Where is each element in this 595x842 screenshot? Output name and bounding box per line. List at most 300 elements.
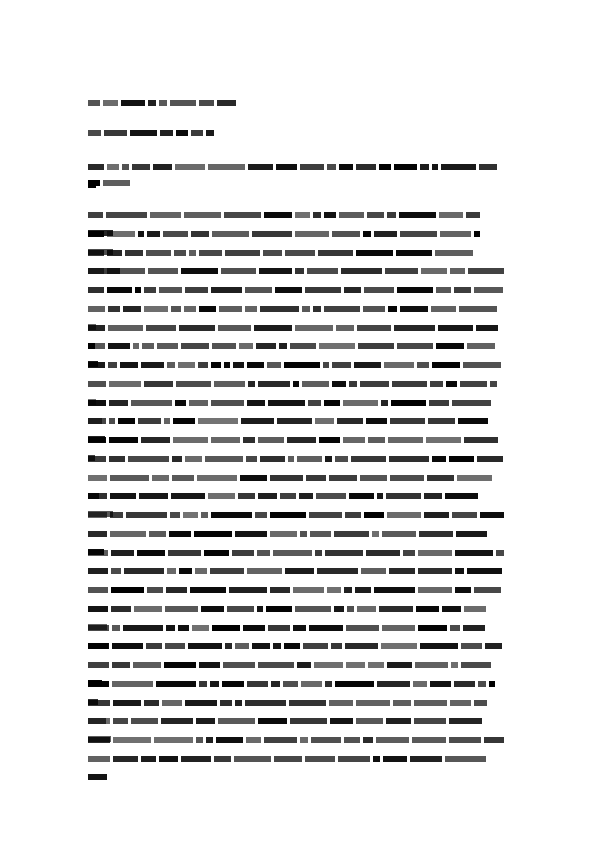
text-word: [179, 325, 215, 331]
text-word: [159, 287, 182, 293]
text-word: [248, 381, 255, 387]
text-word: [344, 737, 360, 743]
text-word: [415, 662, 448, 668]
text-word: [468, 268, 504, 274]
text-word: [164, 662, 196, 668]
text-word: [429, 400, 449, 406]
text-word: [396, 250, 432, 256]
text-word: [211, 362, 221, 368]
text-word: [334, 531, 369, 537]
text-word: [382, 625, 415, 631]
text-word: [267, 362, 281, 368]
text-word: [109, 456, 125, 462]
body-line: [88, 231, 508, 237]
text-word: [131, 718, 158, 724]
text-word: [387, 662, 412, 668]
text-word: [159, 100, 167, 106]
text-word: [414, 718, 446, 724]
text-word: [357, 606, 376, 612]
text-word: [107, 250, 122, 256]
body-line: [88, 212, 508, 218]
text-word: [390, 418, 425, 424]
text-word: [454, 287, 471, 293]
text-word: [368, 437, 385, 443]
text-word: [394, 164, 417, 170]
text-word: [112, 662, 130, 668]
text-word: [455, 550, 493, 556]
text-word: [270, 512, 306, 518]
text-word: [164, 418, 170, 424]
text-word: [223, 662, 255, 668]
text-word: [112, 681, 153, 687]
text-word: [463, 362, 501, 368]
text-word: [175, 400, 186, 406]
text-word: [327, 164, 336, 170]
text-word: [345, 643, 378, 649]
text-word: [247, 681, 268, 687]
text-word: [185, 456, 202, 462]
text-word: [301, 681, 322, 687]
text-word: [454, 681, 475, 687]
text-word: [384, 362, 414, 368]
text-word: [360, 381, 389, 387]
text-word: [144, 306, 168, 312]
text-word: [88, 587, 108, 593]
text-word: [153, 164, 172, 170]
text-word: [88, 343, 105, 349]
text-word: [144, 700, 159, 706]
text-word: [377, 681, 410, 687]
text-word: [152, 475, 169, 481]
text-word: [235, 643, 249, 649]
text-word: [168, 550, 201, 556]
text-word: [176, 130, 188, 136]
text-word: [197, 475, 237, 481]
text-word: [332, 362, 351, 368]
text-word: [290, 718, 327, 724]
text-word: [430, 381, 443, 387]
text-word: [169, 531, 191, 537]
text-word: [113, 718, 128, 724]
text-word: [88, 568, 108, 574]
text-word: [270, 587, 290, 593]
text-word: [332, 231, 360, 237]
text-word: [339, 212, 364, 218]
text-word: [345, 512, 361, 518]
text-word: [252, 231, 292, 237]
text-word: [290, 343, 316, 349]
text-word: [156, 681, 196, 687]
text-word: [184, 212, 221, 218]
text-word: [418, 625, 447, 631]
text-word: [88, 774, 107, 780]
body-line: [88, 343, 508, 349]
body-line: [88, 625, 508, 631]
text-word: [449, 718, 482, 724]
text-word: [424, 512, 449, 518]
text-word: [318, 250, 353, 256]
body-line: [88, 362, 508, 368]
text-word: [88, 381, 106, 387]
text-word: [247, 568, 282, 574]
text-word: [88, 268, 104, 274]
text-word: [418, 550, 452, 556]
text-word: [381, 643, 417, 649]
text-word: [309, 512, 342, 518]
text-word: [325, 456, 332, 462]
text-word: [139, 493, 168, 499]
text-word: [240, 475, 267, 481]
body-line: [88, 512, 508, 518]
text-word: [204, 550, 229, 556]
text-word: [393, 700, 411, 706]
text-word: [416, 606, 439, 612]
text-word: [373, 756, 380, 762]
text-word: [88, 362, 105, 368]
text-word: [211, 437, 240, 443]
body-text: [88, 212, 508, 775]
text-word: [343, 437, 365, 443]
text-word: [299, 493, 313, 499]
text-word: [356, 250, 393, 256]
text-word: [338, 756, 370, 762]
text-word: [189, 250, 196, 256]
text-word: [142, 343, 154, 349]
text-word: [313, 212, 321, 218]
text-word: [106, 212, 147, 218]
text-word: [196, 718, 215, 724]
text-word: [346, 625, 379, 631]
text-word: [309, 625, 343, 631]
text-word: [276, 164, 297, 170]
text-word: [450, 625, 460, 631]
body-line: [88, 568, 508, 574]
text-word: [479, 164, 497, 170]
body-line: [88, 250, 508, 256]
text-word: [121, 100, 145, 106]
text-word: [418, 587, 452, 593]
text-word: [107, 231, 135, 237]
text-word: [88, 737, 110, 743]
text-word: [222, 681, 244, 687]
text-word: [311, 737, 341, 743]
text-word: [256, 343, 276, 349]
text-word: [317, 568, 358, 574]
text-word: [302, 306, 310, 312]
text-word: [400, 306, 428, 312]
text-word: [135, 287, 141, 293]
text-word: [379, 606, 413, 612]
text-word: [374, 231, 397, 237]
text-word: [141, 362, 164, 368]
text-word: [403, 550, 415, 556]
text-word: [440, 231, 471, 237]
text-word: [144, 381, 173, 387]
text-word: [450, 700, 471, 706]
text-word: [245, 306, 257, 312]
text-word: [399, 212, 436, 218]
text-word: [432, 164, 438, 170]
body-line: [88, 475, 508, 481]
text-word: [198, 418, 238, 424]
text-word: [258, 662, 294, 668]
text-word: [379, 164, 391, 170]
text-word: [418, 568, 452, 574]
body-line: [88, 737, 508, 743]
text-word: [271, 681, 280, 687]
text-word: [162, 700, 182, 706]
text-word: [319, 343, 355, 349]
text-word: [146, 643, 162, 649]
text-word: [295, 268, 304, 274]
text-word: [351, 456, 386, 462]
text-word: [148, 100, 156, 106]
text-word: [137, 550, 165, 556]
text-word: [88, 164, 104, 170]
text-word: [225, 643, 232, 649]
text-word: [412, 737, 446, 743]
text-word: [146, 250, 171, 256]
text-word: [199, 306, 216, 312]
text-word: [394, 325, 435, 331]
text-word: [410, 756, 442, 762]
text-word: [88, 643, 109, 649]
text-word: [144, 287, 156, 293]
text-word: [329, 700, 353, 706]
text-word: [467, 343, 495, 349]
text-word: [279, 343, 287, 349]
text-word: [112, 625, 120, 631]
text-word: [112, 643, 143, 649]
text-word: [389, 456, 429, 462]
text-word: [107, 268, 145, 274]
text-word: [234, 756, 271, 762]
text-word: [88, 182, 96, 188]
text-word: [458, 418, 488, 424]
text-word: [397, 287, 433, 293]
text-word: [307, 268, 338, 274]
text-word: [211, 287, 242, 293]
text-word: [243, 625, 265, 631]
text-word: [110, 493, 136, 499]
text-word: [185, 287, 208, 293]
text-word: [109, 418, 115, 424]
text-word: [257, 550, 270, 556]
text-word: [224, 362, 230, 368]
text-word: [241, 418, 274, 424]
text-word: [179, 568, 192, 574]
title-line-2: [88, 180, 508, 186]
text-word: [194, 531, 232, 537]
text-word: [368, 662, 384, 668]
text-word: [478, 681, 486, 687]
text-word: [254, 325, 292, 331]
text-word: [107, 164, 119, 170]
text-word: [424, 493, 442, 499]
text-word: [166, 587, 187, 593]
text-word: [214, 381, 245, 387]
text-word: [201, 606, 224, 612]
body-line: [88, 643, 508, 649]
text-word: [330, 718, 353, 724]
body-line: [88, 681, 508, 687]
text-word: [335, 681, 374, 687]
text-word: [268, 625, 290, 631]
text-word: [88, 756, 110, 762]
text-word: [111, 587, 144, 593]
text-word: [212, 343, 236, 349]
text-word: [325, 681, 332, 687]
text-word: [430, 681, 451, 687]
text-word: [331, 643, 342, 649]
text-word: [315, 550, 322, 556]
text-word: [181, 343, 209, 349]
text-word: [227, 606, 254, 612]
text-word: [126, 512, 167, 518]
text-word: [235, 700, 242, 706]
text-word: [390, 475, 424, 481]
text-word: [248, 164, 273, 170]
text-word: [225, 250, 260, 256]
text-word: [88, 625, 109, 631]
text-word: [246, 456, 257, 462]
text-word: [314, 662, 343, 668]
text-word: [436, 343, 464, 349]
text-word: [88, 130, 101, 136]
text-word: [161, 718, 193, 724]
text-word: [110, 475, 149, 481]
text-word: [165, 643, 185, 649]
text-word: [163, 231, 188, 237]
text-word: [466, 212, 480, 218]
text-word: [363, 737, 373, 743]
body-line: [88, 287, 508, 293]
text-word: [208, 164, 245, 170]
body-line: [88, 718, 508, 724]
text-word: [88, 512, 107, 518]
text-word: [306, 475, 326, 481]
text-word: [232, 550, 254, 556]
text-word: [442, 606, 461, 612]
text-word: [386, 718, 411, 724]
text-word: [238, 493, 255, 499]
text-word: [196, 737, 203, 743]
text-word: [175, 164, 205, 170]
text-word: [252, 643, 270, 649]
text-word: [148, 268, 178, 274]
text-word: [334, 606, 344, 612]
text-word: [449, 456, 474, 462]
text-word: [167, 362, 175, 368]
text-word: [229, 587, 267, 593]
text-word: [173, 437, 208, 443]
text-word: [327, 587, 341, 593]
text-word: [176, 381, 211, 387]
text-word: [146, 325, 176, 331]
text-word: [445, 493, 478, 499]
text-word: [266, 606, 292, 612]
text-word: [199, 662, 220, 668]
text-word: [181, 268, 218, 274]
text-word: [300, 531, 307, 537]
text-word: [88, 531, 107, 537]
text-word: [199, 250, 222, 256]
text-word: [446, 381, 457, 387]
text-word: [191, 130, 203, 136]
text-word: [120, 362, 138, 368]
text-word: [377, 493, 383, 499]
text-word: [257, 606, 263, 612]
text-word: [141, 756, 156, 762]
text-word: [413, 681, 427, 687]
text-word: [88, 606, 108, 612]
text-word: [385, 268, 418, 274]
text-word: [467, 568, 502, 574]
text-word: [103, 180, 130, 186]
text-word: [88, 718, 110, 724]
text-word: [455, 568, 464, 574]
text-word: [178, 625, 189, 631]
text-word: [221, 268, 256, 274]
text-word: [260, 456, 285, 462]
text-word: [364, 287, 394, 293]
text-word: [157, 343, 178, 349]
text-word: [264, 212, 292, 218]
text-word: [489, 681, 495, 687]
text-word: [88, 231, 104, 237]
text-word: [316, 493, 346, 499]
text-word: [255, 512, 267, 518]
text-word: [452, 400, 491, 406]
text-word: [224, 212, 261, 218]
text-word: [172, 475, 194, 481]
text-word: [323, 362, 329, 368]
text-word: [220, 700, 232, 706]
text-word: [337, 418, 363, 424]
text-word: [178, 362, 195, 368]
text-word: [302, 381, 329, 387]
text-word: [361, 568, 386, 574]
text-word: [324, 400, 340, 406]
text-word: [456, 531, 487, 537]
text-word: [289, 700, 326, 706]
text-word: [245, 700, 286, 706]
text-word: [199, 681, 207, 687]
text-word: [217, 100, 236, 106]
text-word: [305, 287, 341, 293]
text-word: [474, 587, 501, 593]
header-line-1: [88, 100, 239, 106]
text-word: [484, 737, 504, 743]
text-word: [103, 100, 118, 106]
text-word: [339, 164, 353, 170]
text-word: [211, 400, 244, 406]
text-word: [125, 250, 143, 256]
text-word: [426, 437, 461, 443]
text-word: [208, 493, 235, 499]
text-word: [118, 418, 135, 424]
text-word: [160, 130, 173, 136]
text-word: [287, 437, 316, 443]
text-word: [174, 250, 186, 256]
text-word: [270, 475, 303, 481]
text-word: [300, 164, 324, 170]
text-word: [400, 231, 437, 237]
text-word: [436, 287, 451, 293]
text-word: [387, 212, 396, 218]
text-word: [367, 212, 384, 218]
text-word: [273, 550, 312, 556]
